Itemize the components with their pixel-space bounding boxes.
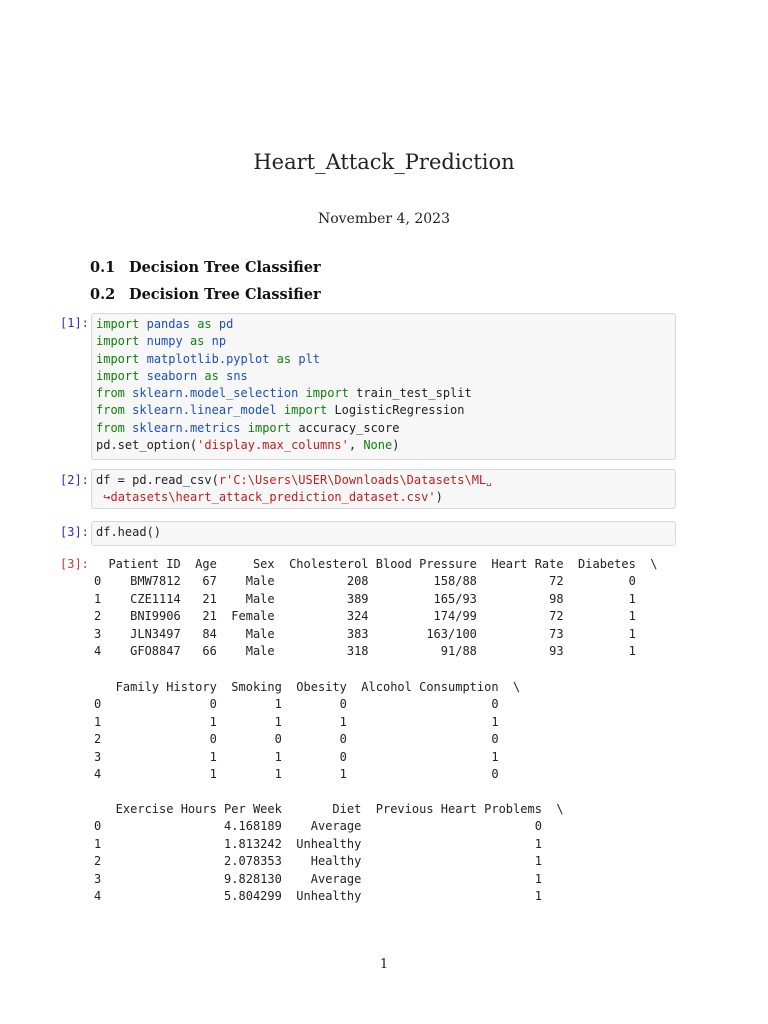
dataframe-output-part-2: Family History Smoking Obesity Alcohol Consumption \ 0 0 1 0 0 1 1 1 1 1 2 0 0 0 0 3 1 1 0 1 4 1 1 1 0 bbox=[94, 680, 521, 782]
code-line-1 bbox=[96, 472, 671, 489]
cell-3-prompt: [3]: bbox=[60, 525, 89, 539]
wrap-marker: ␣ bbox=[486, 477, 492, 487]
code-line-1: import pandas as pd bbox=[96, 317, 234, 331]
section-title: Decision Tree Classifier bbox=[129, 259, 321, 276]
code-line-6: from sklearn.linear_model import LogisticRegression bbox=[96, 403, 465, 418]
document-date: November 4, 2023 bbox=[318, 211, 450, 227]
code-line-8: pd.set_option('display.max_columns', None) bbox=[96, 438, 400, 453]
dataframe-output-part-3: Exercise Hours Per Week Diet Previous Heart Problems \ 0 4.168189 Average 0 1 1.813242 Unhealthy 1 2 2.078353 Healthy 1 3 9.828130 Average 1 4 5.804299 Unhealthy 1 bbox=[94, 802, 564, 904]
code-line-2: import numpy as np bbox=[96, 334, 227, 349]
code-line-2 bbox=[96, 489, 671, 506]
code-cell-2[interactable] bbox=[91, 469, 676, 509]
cell-1-prompt: [1]: bbox=[60, 316, 89, 330]
code-line-1: df.head() bbox=[96, 525, 162, 539]
path-string-part-1: r'C:\Users\USER\Downloads\Datasets\ML bbox=[218, 473, 487, 487]
cell-2-prompt: [2]: bbox=[60, 473, 89, 487]
code-line-5: from sklearn.model_selection import train_test_split bbox=[96, 386, 472, 401]
document-title: Heart_Attack_Prediction bbox=[253, 150, 515, 174]
section-number: 0.1 bbox=[90, 259, 116, 276]
path-string-part-2: datasets\heart_attack_prediction_dataset.csv' bbox=[110, 490, 436, 505]
continuation-arrow-icon: ↪ bbox=[103, 490, 111, 505]
code-cell-3[interactable] bbox=[91, 521, 676, 546]
section-heading-0-1 bbox=[90, 259, 321, 276]
section-heading-0-2 bbox=[90, 286, 321, 303]
code-cell-1[interactable] bbox=[91, 313, 676, 460]
code-line-4: import seaborn as sns bbox=[96, 368, 248, 383]
section-number: 0.2 bbox=[90, 286, 116, 303]
code-text: df = pd.read_csv( bbox=[96, 473, 219, 487]
page-number: 1 bbox=[379, 957, 389, 972]
code-line-3: import matplotlib.pyplot as plt bbox=[96, 351, 321, 366]
output-3-prompt: [3]: bbox=[60, 557, 89, 571]
dataframe-output-part-1: Patient ID Age Sex Cholesterol Blood Pressure Heart Rate Diabetes \ 0 BMW7812 67 Male 208 158/88 72 0 1 CZE1114 21 Male 389 165/93 98 1 2 BNI9906 21 Female 324 174/99 72 1 3 JLN3497 84 Male 383 163/100 73 1 4 GFO8847 66 Male 318 91/88 93 1 bbox=[94, 557, 658, 659]
code-line-7: from sklearn.metrics import accuracy_score bbox=[96, 420, 400, 435]
code-text: ) bbox=[435, 490, 443, 505]
section-title: Decision Tree Classifier bbox=[129, 286, 321, 303]
